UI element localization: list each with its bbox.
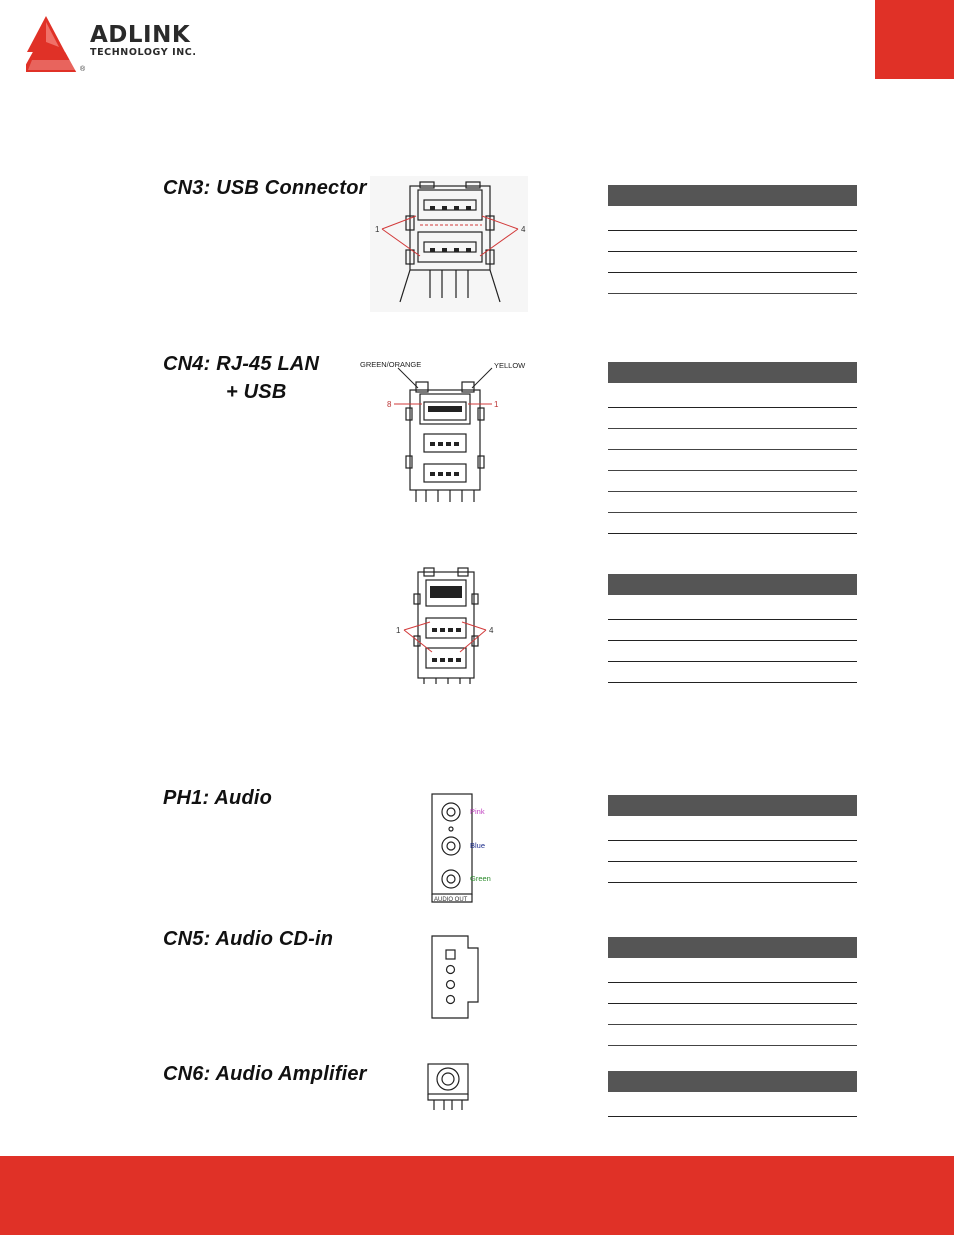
table-row: [608, 231, 857, 252]
cn4-heading-line2: + USB: [226, 381, 287, 403]
table-row: [608, 641, 857, 662]
table-row: [608, 383, 857, 408]
cn6-heading: CN6: Audio Amplifier: [163, 1063, 367, 1085]
footer-band: [0, 1156, 954, 1235]
cn3-label-1: 1: [375, 225, 380, 234]
adlink-triangle-icon: [26, 14, 90, 74]
brand-tagline: TECHNOLOGY INC.: [90, 47, 197, 58]
table-header: [608, 1071, 857, 1092]
cn4-usb-label-1: 1: [396, 626, 401, 635]
cn5-pin-table: [608, 937, 857, 1046]
cn4-heading: CN4: RJ-45 LAN: [163, 353, 320, 375]
table-header: [608, 937, 857, 958]
ph1-bottom-label: AUDIO OUT: [434, 897, 468, 903]
cn6-pin-table: [608, 1071, 857, 1117]
cn4-usb-label-4: 4: [489, 626, 494, 635]
ph1-audio-diagram: [420, 790, 510, 908]
table-header: [608, 185, 857, 206]
table-header: [608, 574, 857, 595]
table-row: [608, 408, 857, 429]
cn4-usb-pin-table: [608, 574, 857, 683]
table-row: [608, 273, 857, 294]
table-row: [608, 841, 857, 862]
table-row: [608, 252, 857, 273]
cn4-rj45-usb-diagram: [358, 356, 532, 506]
table-row: [608, 958, 857, 983]
table-row: [608, 620, 857, 641]
ph1-pin-table: [608, 795, 857, 883]
cn4-label-8: 8: [387, 400, 392, 409]
table-row: [608, 983, 857, 1004]
table-row: [608, 206, 857, 231]
cn3-label-4: 4: [521, 225, 526, 234]
ph1-pink-label: Pink: [470, 807, 485, 816]
table-row: [608, 1025, 857, 1046]
table-header: [608, 795, 857, 816]
table-row: [608, 1004, 857, 1025]
registered-mark: ®: [80, 66, 86, 73]
ph1-heading: PH1: Audio: [163, 787, 273, 809]
table-row: [608, 662, 857, 683]
cn4-label-1: 1: [494, 400, 499, 409]
table-row: [608, 816, 857, 841]
cn4-usb-diagram: [390, 566, 500, 686]
ph1-blue-label: Blue: [470, 841, 486, 850]
cn5-cd-in-diagram: [428, 932, 494, 1022]
table-header: [608, 362, 857, 383]
table-row: [608, 1092, 857, 1117]
table-row: [608, 862, 857, 883]
table-row: [608, 471, 857, 492]
corner-tab: [875, 0, 954, 79]
cn3-usb-diagram: [370, 176, 528, 312]
cn4-rj45-pin-table: [608, 362, 857, 534]
cn5-heading: CN5: Audio CD-in: [163, 928, 334, 950]
brand-name: ADLINK: [90, 22, 191, 48]
table-row: [608, 492, 857, 513]
cn3-heading: CN3: USB Connector: [163, 177, 367, 199]
table-row: [608, 450, 857, 471]
cn3-pin-table: [608, 185, 857, 294]
table-row: [608, 429, 857, 450]
table-row: [608, 595, 857, 620]
table-row: [608, 513, 857, 534]
cn4-label-green-orange: GREEN/ORANGE: [360, 360, 422, 369]
cn4-label-yellow: YELLOW: [494, 361, 526, 370]
ph1-green-label: Green: [470, 874, 491, 883]
cn6-amplifier-diagram: [420, 1060, 476, 1112]
